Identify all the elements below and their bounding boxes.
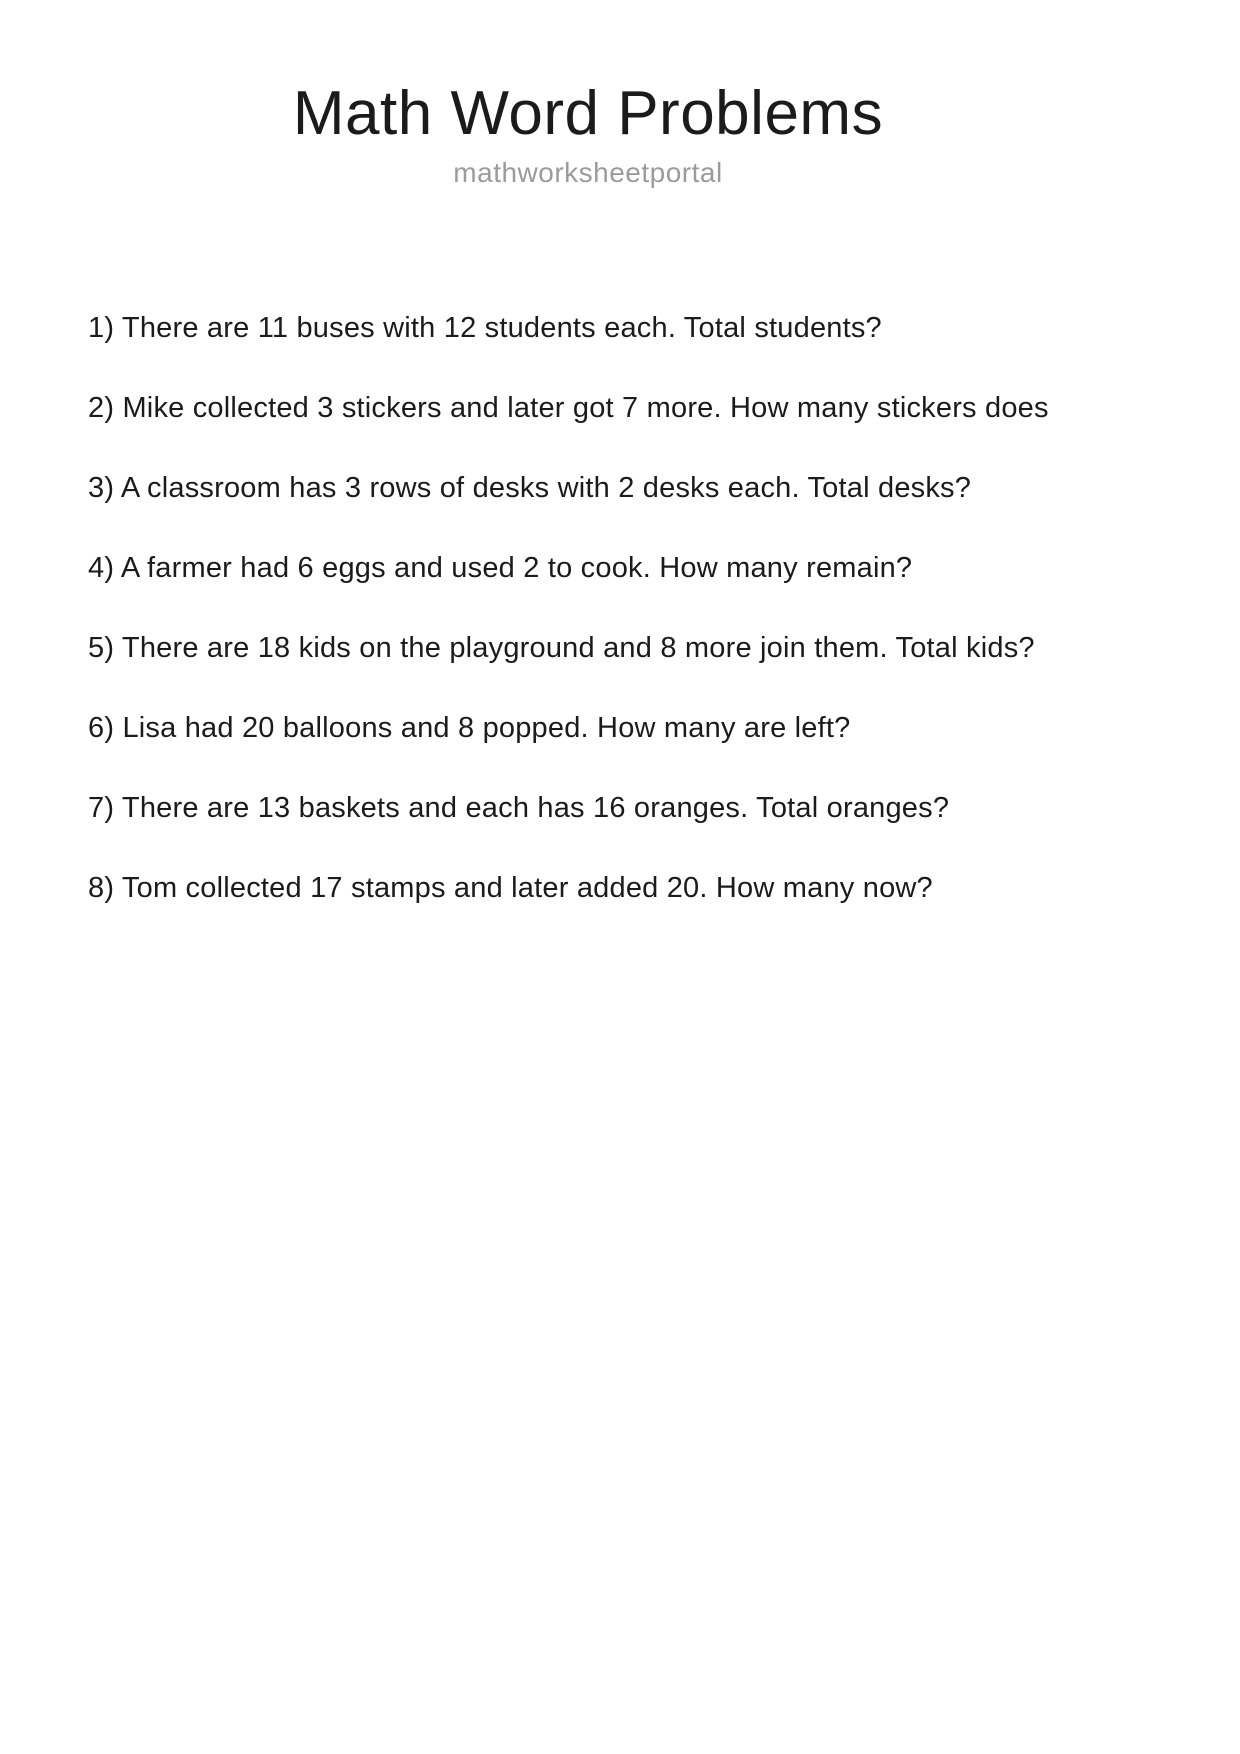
problem-item-5: 5) There are 18 kids on the playground and 8 more join them. Total kids? [88, 632, 1035, 664]
problem-item-3: 3) A classroom has 3 rows of desks with 2 desks each. Total desks? [88, 472, 972, 504]
problem-item-7: 7) There are 13 baskets and each has 16 oranges. Total oranges? [88, 792, 950, 824]
problems-list [88, 308, 1240, 948]
worksheet-header [0, 0, 1240, 189]
problem-item-4: 4) A farmer had 6 eggs and used 2 to cook. How many remain? [88, 552, 913, 584]
page-subtitle: mathworksheetportal [453, 157, 723, 188]
problem-item-1: 1) There are 11 buses with 12 students each. Total students? [88, 312, 882, 344]
problem-item-6: 6) Lisa had 20 balloons and 8 popped. How many are left? [88, 712, 851, 744]
problem-item-8: 8) Tom collected 17 stamps and later added 20. How many now? [88, 872, 933, 904]
problem-item-2: 2) Mike collected 3 stickers and later got 7 more. How many stickers does [88, 392, 1049, 424]
page-title: Math Word Problems [292, 79, 884, 148]
